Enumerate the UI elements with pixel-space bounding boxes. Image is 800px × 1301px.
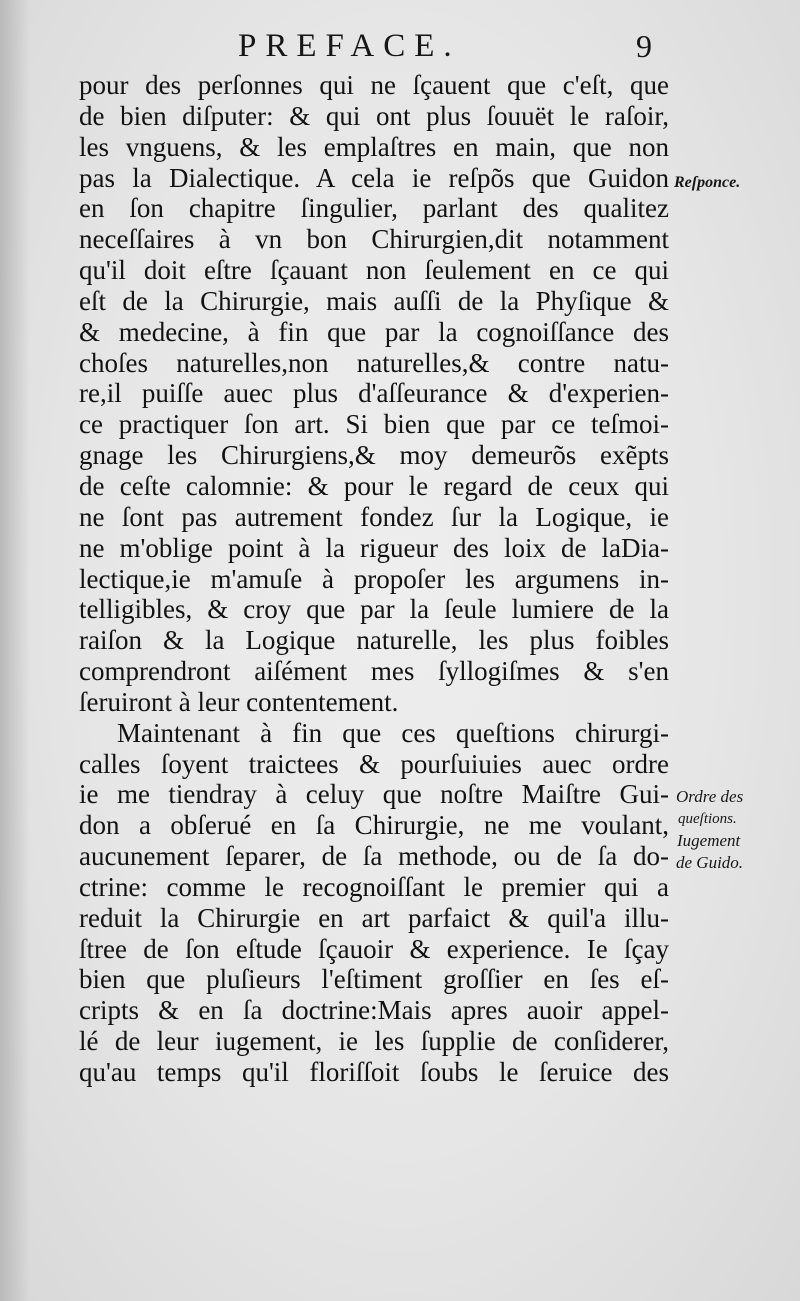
text-line: raiſon & la Logique naturelle, les plus foibles [79,625,669,656]
text-line: pour des perſonnes qui ne ſçauent que c'eſt, que [79,70,669,100]
text-line: re,il puiſſe auec plus d'aſſeurance & d'experien- [79,378,669,409]
text-line: aucunement ſeparer, de ſa methode, ou de ſa do- [79,841,669,872]
text-line: de bien diſputer: & qui ont plus ſouuët le raſoir, [79,100,669,131]
text-line: bien que pluſieurs l'eſtiment groſſier en ſes eſ- [79,964,669,995]
text-line: eſt de la Chirurgie, mais auſſi de la Phyſique & [79,285,669,316]
text-line: calles ſoyent traictees & pourſuiuies auec ordre [79,748,669,779]
text-line: ſeruiront à leur contentement. [79,686,399,717]
text-line: ctrine: comme le recognoiſſant le premier qui a [79,871,669,902]
text-line: en ſon chapitre ſingulier, parlant des qualitez [79,193,669,224]
text-line: ie me tiendray à celuy que noſtre Maiſtre Gui- [79,779,669,810]
text-line: qu'au temps qu'il floriſſoit ſoubs le ſeruice des [79,1057,669,1087]
text-line: choſes naturelles,non naturelles,& contre natu- [79,347,669,378]
text-line: comprendront aiſément mes ſyllogiſmes & s'en [79,656,669,687]
running-title: PREFACE. [238,28,461,64]
text-line: les vnguens, & les emplaſtres en main, que non [79,131,669,162]
text-line: reduit la Chirurgie en art parfaict & quil'a illu- [79,902,669,933]
text-line: qu'il doit eſtre ſçauant non ſeulement en ce qui [79,255,669,286]
margin-note-responce: Reſponce. [674,174,741,191]
text-line: gnage les Chirurgiens,& moy demeurõs exẽpts [79,440,669,471]
text-line: ce practiquer ſon art. Si bien que par ce teſmoi- [79,409,669,440]
margin-note-line: queſtions. [678,811,737,827]
margin-note-line: Iugement [677,831,741,850]
page-header [0,28,800,68]
page-number: 9 [636,28,652,64]
text-line: neceſſaires à vn bon Chirurgien,dit notamment [79,224,669,255]
text-line: ne ſont pas autrement fondez ſur la Logique, ie [79,501,669,532]
margin-note-line: Ordre des [676,787,744,806]
margin-note-ordre [676,786,743,874]
text-line: de ceſte calomnie: & pour le regard de ceux qui [79,470,669,501]
text-line: pas la Dialectique. A cela ie reſpõs que Guidon [79,162,669,193]
text-line: lé de leur iugement, ie les ſupplie de conſiderer, [79,1026,669,1057]
text-line: & medecine, à fin que par la cognoiſſance des [79,316,669,347]
margin-note-line: de Guido. [676,853,744,872]
text-line: ne m'oblige point à la rigueur des loix de laDia- [79,532,669,563]
text-line: telligibles, & croy que par la ſeule lumiere de la [79,594,669,625]
body-text [79,70,669,1088]
text-line: ſtree de ſon eſtude ſçauoir & experience. Ie ſçay [79,933,669,964]
text-line: don a obſerué en ſa Chirurgie, ne me voulant, [79,810,669,841]
text-line: Maintenant à fin que ces queſtions chirurgi- [117,717,669,748]
text-line: lectique,ie m'amuſe à propoſer les argumens in- [79,563,669,594]
text-line: cripts & en ſa doctrine:Mais apres auoir appel- [79,995,669,1026]
